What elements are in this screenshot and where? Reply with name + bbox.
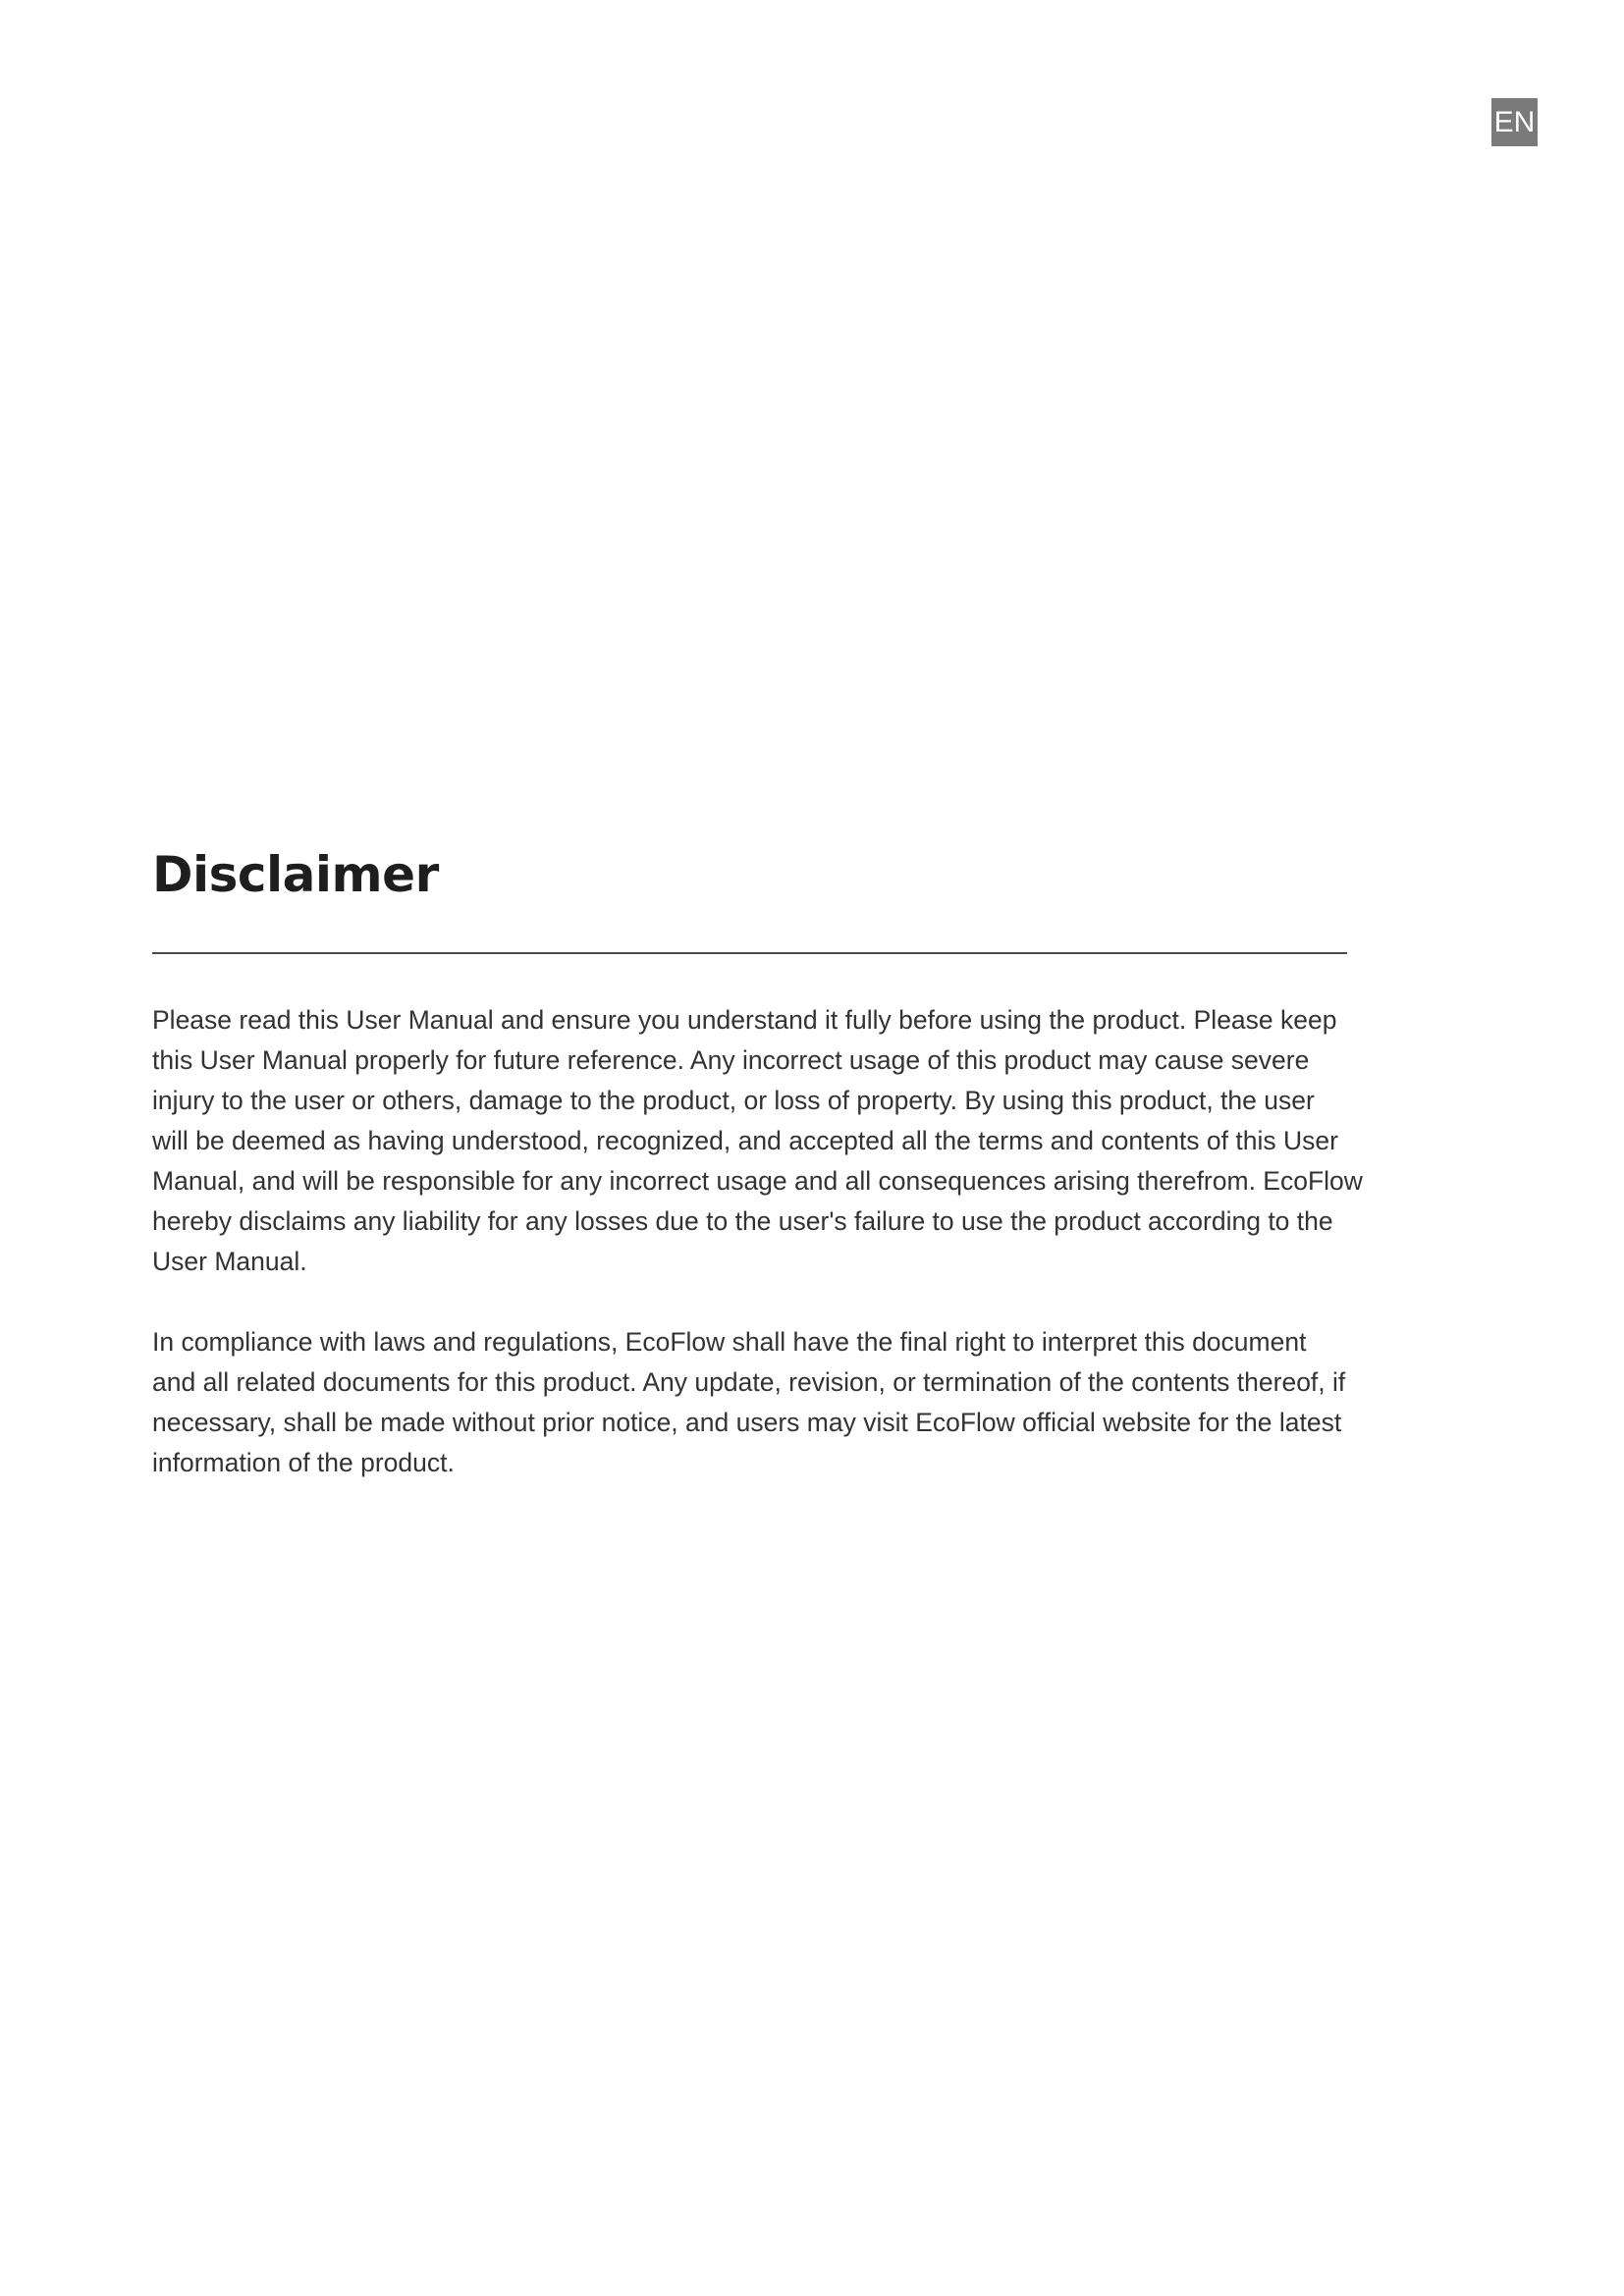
paragraph-line: will be deemed as having understood, recognized, and accepted all the terms and contents of this User bbox=[152, 1126, 1338, 1155]
paragraph-line: this User Manual properly for future reference. Any incorrect usage of this product may cause severe bbox=[152, 1045, 1310, 1075]
disclaimer-paragraph-1 bbox=[152, 1000, 1370, 1282]
paragraph-line: hereby disclaims any liability for any losses due to the user's failure to use the product according to the bbox=[152, 1206, 1333, 1236]
language-badge: EN bbox=[1491, 98, 1538, 146]
paragraph-line: User Manual. bbox=[152, 1247, 307, 1276]
paragraph-line: Manual, and will be responsible for any incorrect usage and all consequences arising therefrom. EcoFlow bbox=[152, 1166, 1363, 1196]
section-title: Disclaimer bbox=[152, 846, 439, 903]
paragraph-line: Please read this User Manual and ensure you understand it fully before using the product. Please keep bbox=[152, 1005, 1337, 1035]
paragraph-line: necessary, shall be made without prior notice, and users may visit EcoFlow official website for the latest bbox=[152, 1408, 1342, 1437]
disclaimer-paragraph-2 bbox=[152, 1322, 1370, 1483]
paragraph-line: In compliance with laws and regulations, EcoFlow shall have the final right to interpret this document bbox=[152, 1327, 1307, 1357]
paragraph-line: and all related documents for this product. Any update, revision, or termination of the contents thereof, if bbox=[152, 1367, 1346, 1397]
paragraph-line: injury to the user or others, damage to the product, or loss of property. By using this product, the user bbox=[152, 1086, 1315, 1115]
title-divider bbox=[152, 952, 1347, 954]
paragraph-line: information of the product. bbox=[152, 1448, 455, 1477]
